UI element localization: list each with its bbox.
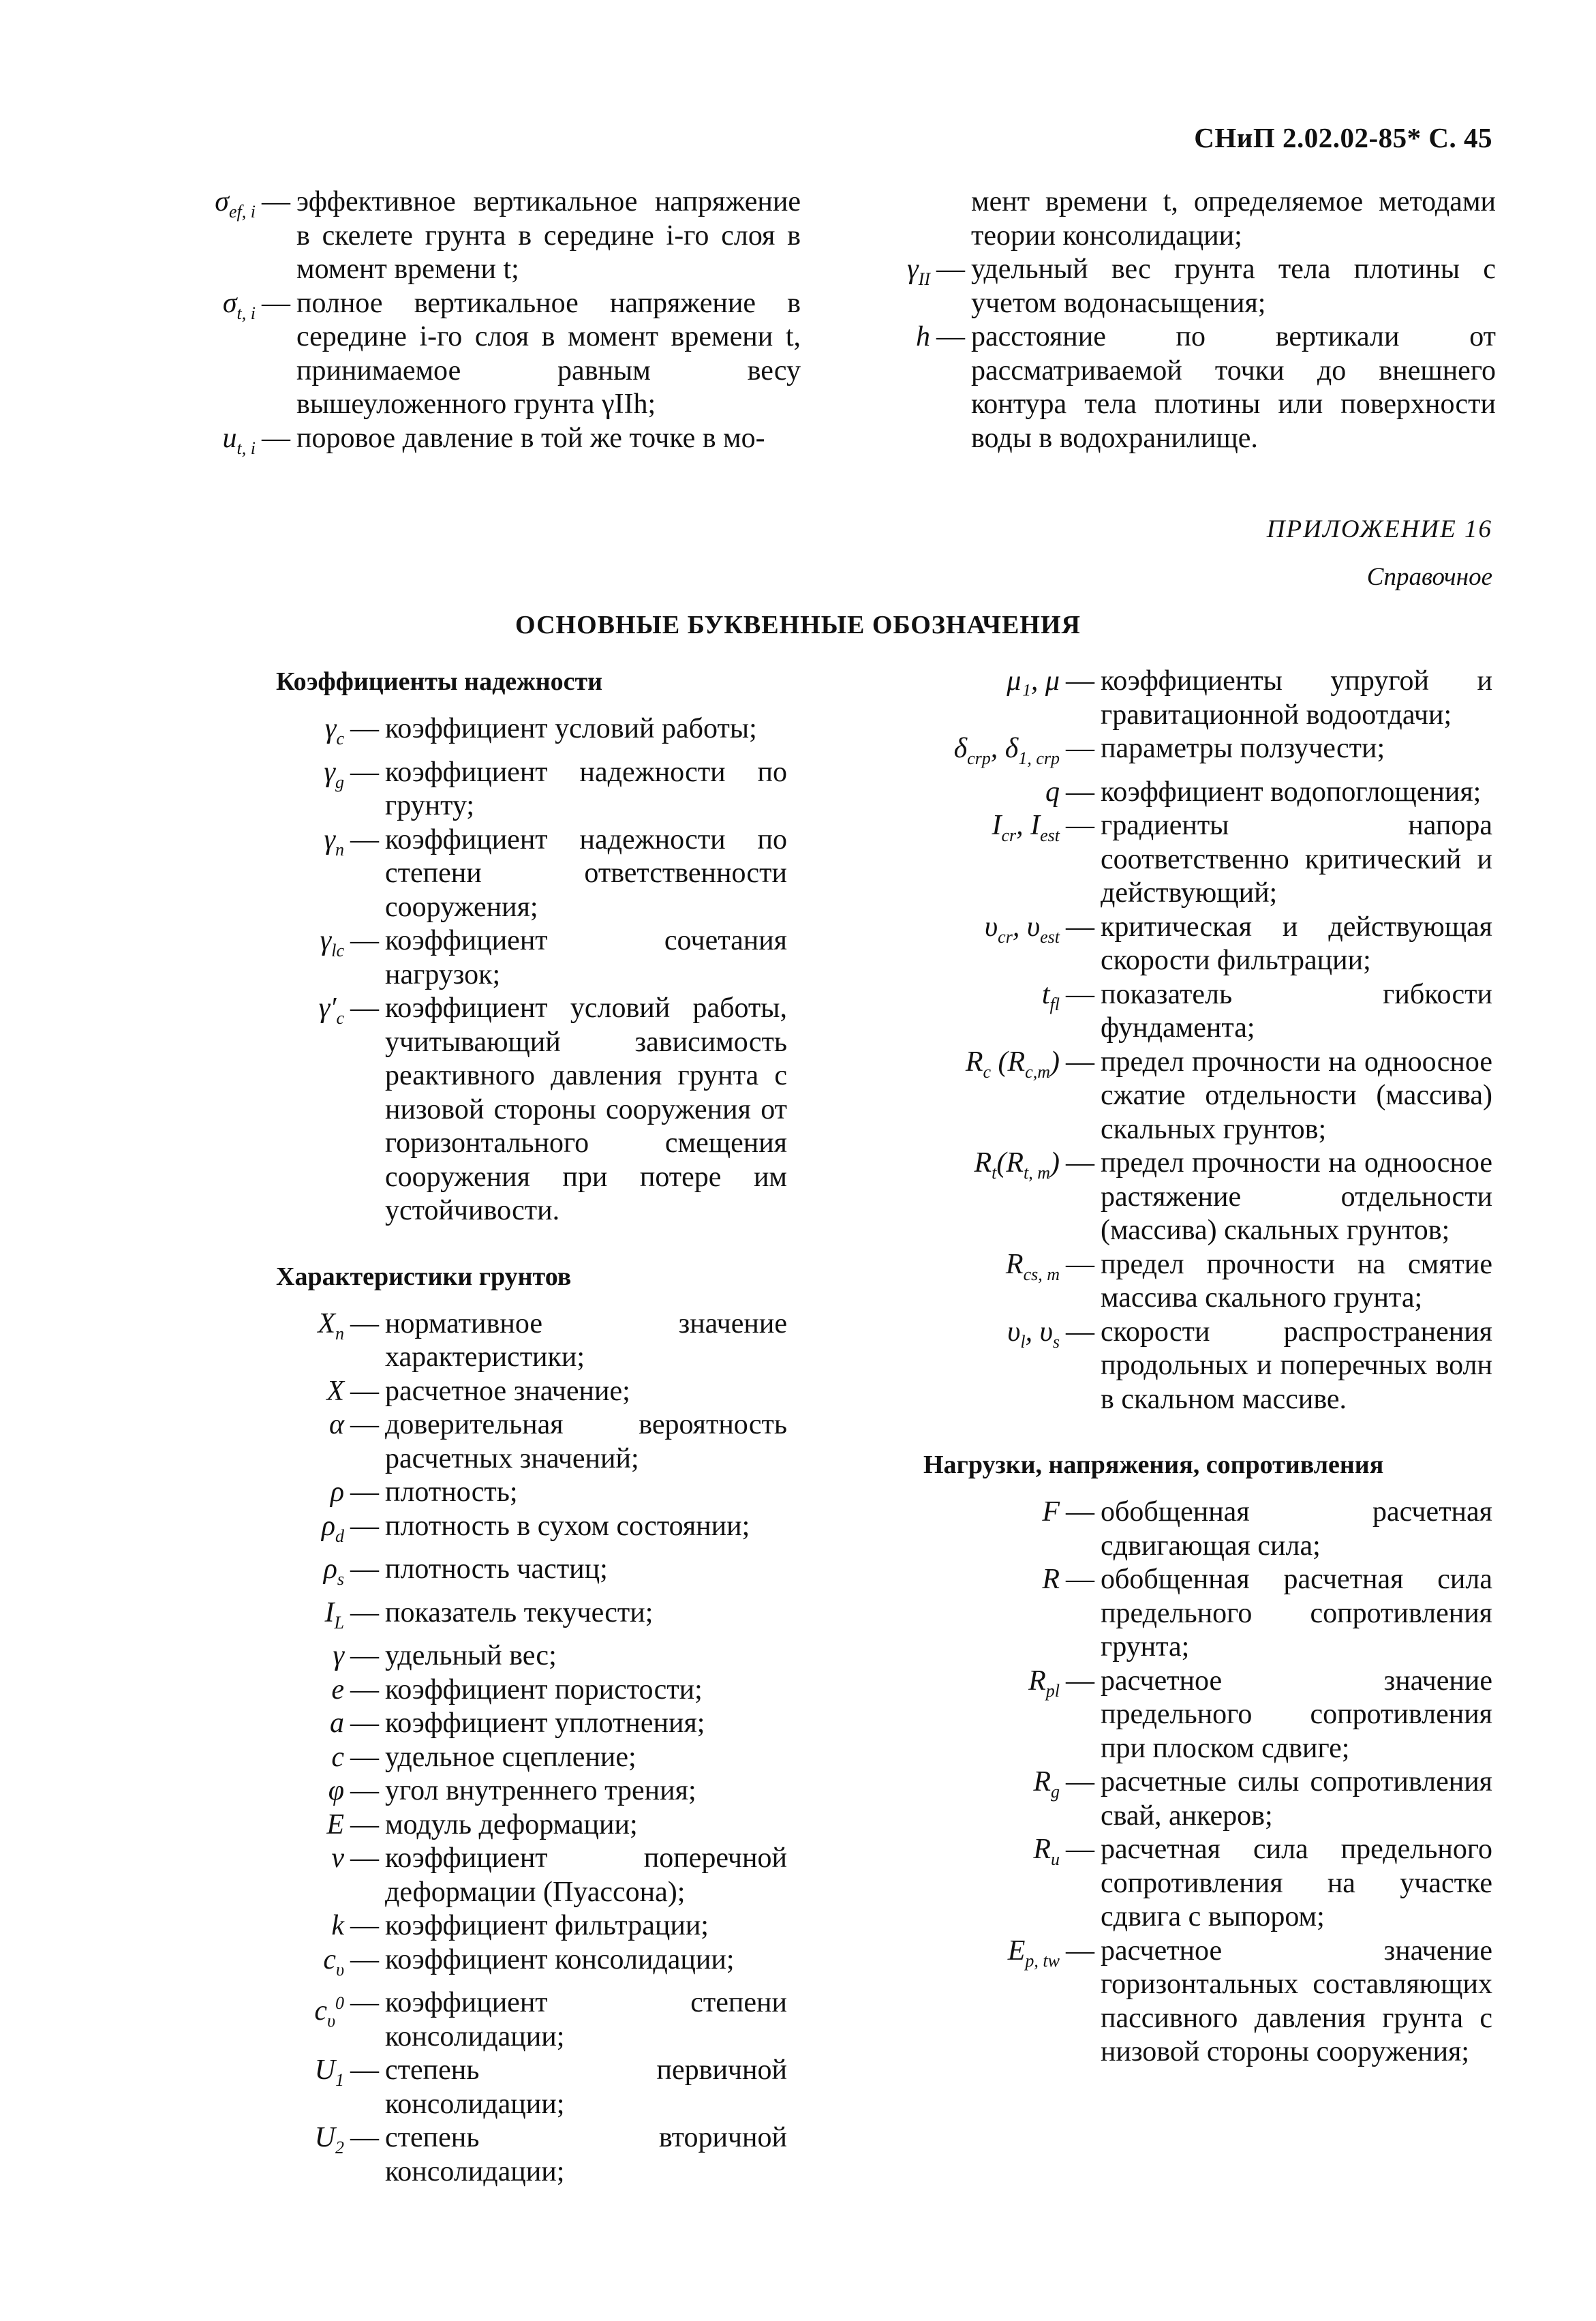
symbol-letter: e (331, 1673, 344, 1705)
symbol-subscript: d (335, 1526, 344, 1546)
symbol-entry (262, 992, 787, 1228)
section-heading: Нагрузки, напряжения, сопротивления (923, 1451, 1384, 1479)
right-column (876, 665, 1492, 2069)
reference-label: Справочное (1366, 563, 1492, 591)
em-dash: — (350, 1553, 379, 1585)
symbol-letter: X (318, 1307, 335, 1339)
definition-text: коэффициент условий работы; (385, 713, 757, 744)
symbol-letter: , υ (1012, 911, 1041, 943)
top-right-column (876, 185, 1496, 455)
symbol-letter: (R (991, 1046, 1026, 1078)
symbol-subscript: n (335, 1323, 344, 1344)
symbol (876, 911, 1060, 978)
definition-text: нормативное значение характеристики; (385, 1307, 787, 1373)
definition-text: модуль деформации; (385, 1808, 638, 1840)
symbol-letter: γ (907, 254, 919, 285)
symbol (262, 1774, 344, 1808)
symbol-entry (876, 1147, 1492, 1248)
em-dash: — (350, 1476, 379, 1508)
em-dash: — (1066, 978, 1094, 1010)
symbol-subscript: s (337, 1569, 344, 1589)
definition-text: расчетное значение горизонтальных составляющих пассивного давления грунта с низовой стороны сооружения; (1101, 1935, 1492, 2067)
symbol-letter: γ (324, 713, 337, 744)
symbol (876, 809, 1060, 911)
symbol-entry (876, 732, 1492, 776)
symbol (876, 1665, 1060, 1766)
symbol-entry (262, 1596, 787, 1640)
symbol-letter: , δ (990, 733, 1019, 764)
symbol-subscript: υ (336, 1959, 344, 1979)
em-dash: — (350, 1409, 379, 1440)
symbol-letter: u (222, 422, 237, 454)
symbol-letter: ) (1050, 1046, 1060, 1078)
definition-text: удельное сцепление; (385, 1741, 636, 1773)
symbol-entry (262, 1808, 787, 1842)
definition-text: показатель текучести; (385, 1596, 654, 1628)
symbol-letter: q (1045, 776, 1060, 808)
symbol-entry (262, 1553, 787, 1596)
symbol-letter: γ (333, 1640, 344, 1671)
em-dash: — (350, 1910, 379, 1941)
symbol-letter: ρ (321, 1510, 335, 1542)
definition-text: коэффициент степени консолидации; (385, 1987, 787, 2052)
symbol-superscript: 0 (335, 1993, 344, 2013)
symbol-letter: R (965, 1046, 983, 1078)
symbol-letter: σ (215, 186, 229, 217)
symbol-entry (262, 1307, 787, 1375)
symbol-entry (153, 422, 801, 466)
symbol (876, 978, 1060, 1046)
symbol-letter: υ (1007, 1316, 1021, 1348)
symbol-entry (262, 924, 787, 992)
symbol-entry (876, 1935, 1492, 2069)
symbol (262, 1553, 344, 1596)
symbol (262, 1639, 344, 1673)
symbol (262, 924, 344, 992)
symbol-subscript: t, m (1024, 1163, 1050, 1183)
main-title: ОСНОВНЫЕ БУКВЕННЫЕ ОБОЗНАЧЕНИЯ (515, 611, 1081, 639)
em-dash: — (1066, 1665, 1094, 1697)
symbol (262, 1741, 344, 1775)
em-dash: — (350, 1307, 379, 1339)
left-column (262, 665, 787, 2189)
definition-text: коэффициент сочетания нагрузок; (385, 925, 787, 990)
symbol (876, 776, 1060, 810)
symbol (876, 1316, 1060, 1417)
symbol-subscript: crp (967, 748, 991, 768)
symbol-letter: I (324, 1596, 335, 1628)
symbol-entry (876, 809, 1492, 911)
symbol-letter: γ (324, 756, 335, 788)
symbol-entry (876, 1833, 1492, 1935)
definition-text: угол внутреннего трения; (385, 1775, 696, 1806)
symbol (262, 1375, 344, 1409)
symbol-letter: ρ (330, 1476, 344, 1508)
symbol-letter: a (330, 1708, 344, 1739)
symbol (262, 2054, 344, 2121)
symbol (876, 732, 1060, 776)
definition-text: удельный вес грунта тела плотины с учетом водонасыщения; (971, 254, 1496, 319)
symbol (262, 1476, 344, 1510)
symbol (876, 665, 1060, 732)
symbol-subscript: c,m (1025, 1061, 1050, 1082)
symbol-entry (262, 1639, 787, 1673)
em-dash: — (350, 1741, 379, 1773)
symbol (262, 1986, 344, 2054)
symbol (876, 1935, 1060, 2069)
symbol (262, 712, 344, 756)
em-dash: — (262, 287, 290, 319)
definition-text: коэффициент консолидации; (385, 1943, 735, 1975)
section-heading: Характеристики грунтов (276, 1262, 572, 1291)
definition-text: коэффициент фильтрации; (385, 1910, 709, 1941)
definition-text: эффективное вертикальное напряжение в скелете грунта в середине i-го слоя в момент времени t; (296, 186, 801, 285)
symbol (153, 422, 256, 466)
definition-text: обобщенная расчетная сила предельного сопротивления грунта; (1101, 1564, 1492, 1663)
em-dash: — (350, 1775, 379, 1806)
symbol-entry (876, 1665, 1492, 1766)
symbol-subscript: cr (1001, 825, 1017, 845)
symbol-letter: c (314, 1995, 328, 2027)
em-dash: — (1066, 1766, 1094, 1797)
definition-text: предел прочности на одноосное сжатие отдельности (массива) скальных грунтов; (1101, 1046, 1492, 1145)
symbol-letter: α (328, 1409, 344, 1440)
symbol-entry (262, 1943, 787, 1987)
em-dash: — (1066, 1834, 1094, 1865)
definition-text: расстояние по вертикали от рассматриваемой точки до внешнего контура тела плотины или поверхности воды в водохранилище. (971, 321, 1496, 454)
symbol-entry (262, 756, 787, 823)
symbol-subscript: g (1051, 1782, 1060, 1802)
em-dash: — (1066, 1935, 1094, 1967)
symbol-letter: υ (984, 911, 998, 943)
em-dash: — (936, 321, 965, 352)
em-dash: — (350, 1842, 379, 1874)
definition-text: коэффициент поперечной деформации (Пуассона); (385, 1842, 787, 1908)
symbol-entry (153, 185, 801, 287)
symbol-subscript: p, tw (1025, 1950, 1060, 1971)
symbol (876, 320, 930, 455)
symbol-letter: γ (320, 925, 332, 956)
symbol-subscript: s (1052, 1331, 1060, 1352)
symbol-entry (262, 1510, 787, 1553)
em-dash: — (350, 1987, 379, 2018)
em-dash: — (1066, 733, 1094, 764)
symbol-entry (262, 2054, 787, 2121)
symbol (262, 1673, 344, 1708)
definition-text: удельный вес; (385, 1640, 557, 1671)
symbol-letter: ρ (323, 1553, 337, 1585)
symbol (262, 1707, 344, 1741)
symbol-subscript: c (983, 1061, 992, 1082)
symbol (262, 1510, 344, 1553)
symbol (262, 1596, 344, 1640)
symbol (262, 823, 344, 925)
definition-text: коэффициент уплотнения; (385, 1708, 705, 1739)
symbol-entry (262, 1741, 787, 1775)
symbol-letter: c (323, 1943, 337, 1975)
symbol-subscript: c (336, 729, 344, 748)
symbol-subscript: 2 (335, 2138, 344, 2157)
symbol-subscript: t, i (236, 303, 256, 323)
symbol-letter: φ (328, 1775, 344, 1806)
definition-text: мент времени t, определяемое методами теории консолидации; (971, 186, 1496, 252)
symbol-letter: R (1005, 1248, 1024, 1280)
definition-text: показатель гибкости фундамента; (1101, 978, 1492, 1044)
em-dash: — (1066, 665, 1094, 697)
em-dash: — (350, 1808, 379, 1840)
symbol (262, 2121, 344, 2189)
symbol (876, 1147, 1060, 1248)
symbol-entry (876, 185, 1496, 253)
definition-text: скорости распространения продольных и поперечных волн в скальном массиве. (1101, 1316, 1492, 1415)
em-dash: — (1066, 1248, 1094, 1280)
em-dash: — (936, 254, 965, 285)
symbol-subscript: l (1020, 1331, 1026, 1352)
symbol-subscript: II (918, 269, 930, 289)
symbol-letter: E (326, 1808, 344, 1840)
definition-text: расчетное значение предельного сопротивления при плоском сдвиге; (1101, 1665, 1492, 1764)
symbol-subscript: cs, m (1023, 1264, 1060, 1284)
definition-text: расчетное значение; (385, 1375, 630, 1407)
symbol-subscript: υ (327, 2011, 335, 2031)
em-dash: — (350, 1510, 379, 1542)
em-dash: — (350, 1673, 379, 1705)
symbol-subscript: ef, i (229, 202, 256, 222)
symbol-subscript: u (1051, 1849, 1060, 1869)
symbol (876, 1248, 1060, 1316)
symbol-entry (262, 1673, 787, 1708)
symbol-entry (262, 1909, 787, 1943)
symbol-subscript: cr (998, 926, 1013, 947)
definition-text: плотность частиц; (385, 1553, 608, 1585)
definition-text: коэффициент надежности по грунту; (385, 756, 787, 821)
symbol-subscript: est (1040, 825, 1060, 845)
definition-text: степень первичной консолидации; (385, 2054, 787, 2120)
symbol (262, 756, 344, 823)
definition-text: коэффициенты упругой и гравитационной водоотдачи; (1101, 665, 1492, 731)
definition-text: предел прочности на одноосное растяжение отдельности (массива) скальных грунтов; (1101, 1147, 1492, 1246)
definition-text: параметры ползучести; (1101, 733, 1385, 764)
symbol-letter: I (992, 810, 1002, 841)
em-dash: — (1066, 1147, 1094, 1179)
symbol-letter: (R (996, 1147, 1024, 1179)
symbol-subscript: L (334, 1612, 344, 1633)
definition-text: расчетные силы сопротивления свай, анкеров; (1101, 1766, 1492, 1832)
em-dash: — (1066, 810, 1094, 841)
symbol-letter: R (1033, 1834, 1051, 1865)
symbol-entry (876, 1563, 1492, 1665)
symbol (262, 1842, 344, 1909)
symbol-entry (262, 1408, 787, 1476)
definition-text: градиенты напора соответственно критический и действующий; (1101, 810, 1492, 909)
definition-text: критическая и действующая скорости фильтрации; (1101, 911, 1492, 976)
symbol-entry (262, 1375, 787, 1409)
symbol-letter: , I (1016, 810, 1041, 841)
symbol-letter: R (974, 1147, 992, 1179)
em-dash: — (350, 1943, 379, 1975)
symbol-letter: E (1007, 1935, 1026, 1967)
symbol-letter: k (331, 1910, 344, 1941)
em-dash: — (350, 1640, 379, 1671)
definition-text: доверительная вероятность расчетных значений; (385, 1409, 787, 1474)
symbol (876, 1046, 1060, 1147)
definition-text: коэффициент водопоглощения; (1101, 776, 1482, 808)
em-dash: — (1066, 776, 1094, 808)
symbol-subscript: est (1040, 926, 1060, 947)
symbol (262, 1943, 344, 1987)
symbol-entry (262, 1842, 787, 1909)
symbol-entry (876, 1248, 1492, 1316)
symbol-entry (876, 1496, 1492, 1563)
symbol-entry (876, 1046, 1492, 1147)
em-dash: — (262, 422, 290, 454)
page-header: СНиП 2.02.02-85* С. 45 (1194, 122, 1492, 153)
em-dash: — (350, 2122, 379, 2153)
definition-text: плотность в сухом состоянии; (385, 1510, 750, 1542)
em-dash: — (1066, 1316, 1094, 1348)
symbol-letter: U (314, 2122, 335, 2153)
symbol-entry (876, 253, 1496, 320)
symbol-letter: γ (324, 823, 335, 855)
em-dash: — (350, 1708, 379, 1739)
definition-text: степень вторичной консолидации; (385, 2122, 787, 2187)
symbol (262, 1909, 344, 1943)
symbol (262, 1808, 344, 1842)
symbol (876, 185, 930, 253)
symbol-subscript: 1, crp (1018, 748, 1060, 768)
em-dash: — (350, 713, 379, 744)
symbol (876, 253, 930, 320)
top-left-column (153, 185, 801, 465)
definition-text: расчетная сила предельного сопротивления на участке сдвига с выпором; (1101, 1834, 1492, 1932)
symbol-letter: μ₁, μ (1007, 665, 1060, 697)
definition-text: предел прочности на смятие массива скального грунта; (1101, 1248, 1492, 1314)
appendix-label: ПРИЛОЖЕНИЕ 16 (1266, 515, 1492, 543)
symbol-subscript: c (336, 1008, 344, 1028)
symbol-letter: R (1033, 1766, 1051, 1797)
definition-text: плотность; (385, 1476, 518, 1508)
definition-text: коэффициент условий работы, учитывающий зависимость реактивного давления грунта с низовой стороны сооружения от горизонтального смещения сооружения при потере им устойчивости. (385, 992, 787, 1226)
symbol (876, 1496, 1060, 1563)
symbol-letter: ) (1050, 1147, 1060, 1179)
symbol-letter: R (1042, 1564, 1060, 1595)
symbol-letter: F (1042, 1496, 1060, 1528)
symbol-subscript: lc (331, 941, 344, 960)
em-dash (930, 185, 971, 253)
symbol-letter: c (331, 1741, 344, 1773)
symbol (262, 1307, 344, 1375)
definition-text: коэффициент пористости; (385, 1673, 703, 1705)
em-dash: — (350, 925, 379, 956)
symbol-letter: , υ (1025, 1316, 1053, 1348)
symbol-entry (262, 1986, 787, 2054)
symbol-letter: t (1041, 978, 1050, 1010)
symbol-entry (262, 2121, 787, 2189)
symbol (262, 1408, 344, 1476)
symbol (153, 287, 256, 422)
symbol-entry (262, 1774, 787, 1808)
symbol-entry (876, 1316, 1492, 1417)
section-heading: Коэффициенты надежности (276, 667, 603, 696)
symbol-letter: R (1028, 1665, 1046, 1697)
em-dash: — (350, 1596, 379, 1628)
symbol-letter: h (916, 321, 930, 352)
definition-text: коэффициент надежности по степени ответственности сооружения; (385, 823, 787, 923)
symbol (876, 1765, 1060, 1833)
symbol-subscript: g (335, 772, 344, 792)
em-dash: — (350, 1375, 379, 1407)
symbol-entry (876, 776, 1492, 810)
em-dash: — (350, 823, 379, 855)
symbol-letter: δ (953, 733, 968, 764)
symbol-entry (876, 978, 1492, 1046)
symbol-subscript: t (992, 1163, 997, 1183)
em-dash: — (1066, 911, 1094, 943)
symbol-entry (876, 320, 1496, 455)
symbol-entry (262, 712, 787, 756)
symbol-entry (262, 1476, 787, 1510)
definition-text: обобщенная расчетная сдвигающая сила; (1101, 1496, 1492, 1562)
em-dash: — (1066, 1564, 1094, 1595)
symbol-subscript: n (335, 839, 344, 860)
symbol-entry (876, 1765, 1492, 1833)
symbol-entry (876, 911, 1492, 978)
symbol-subscript: t, i (236, 438, 256, 458)
symbol-subscript: 1 (335, 2070, 344, 2090)
symbol-letter: γ′ (318, 992, 337, 1024)
em-dash: — (1066, 1046, 1094, 1078)
symbol-subscript: fl (1049, 994, 1060, 1014)
symbol-entry (153, 287, 801, 422)
symbol (876, 1833, 1060, 1935)
symbol-entry (262, 823, 787, 925)
em-dash: — (1066, 1496, 1094, 1528)
symbol-subscript: pl (1045, 1680, 1060, 1701)
symbol (262, 992, 344, 1228)
symbol-letter: ν (331, 1842, 344, 1874)
em-dash: — (350, 992, 379, 1024)
em-dash: — (262, 186, 290, 217)
definition-text: поровое давление в той же точке в мо- (296, 422, 765, 454)
em-dash: — (350, 756, 379, 788)
symbol (876, 1563, 1060, 1665)
definition-text: полное вертикальное напряжение в середине i-го слоя в момент времени t, принимаемое равным весу вышеуложенного грунта γIIh; (296, 287, 801, 420)
symbol-letter: σ (222, 287, 237, 319)
em-dash: — (350, 2054, 379, 2086)
symbol (153, 185, 256, 287)
symbol-entry (262, 1707, 787, 1741)
symbol-letter: U (314, 2054, 335, 2086)
symbol-entry (876, 665, 1492, 732)
symbol-letter: X (326, 1375, 344, 1407)
